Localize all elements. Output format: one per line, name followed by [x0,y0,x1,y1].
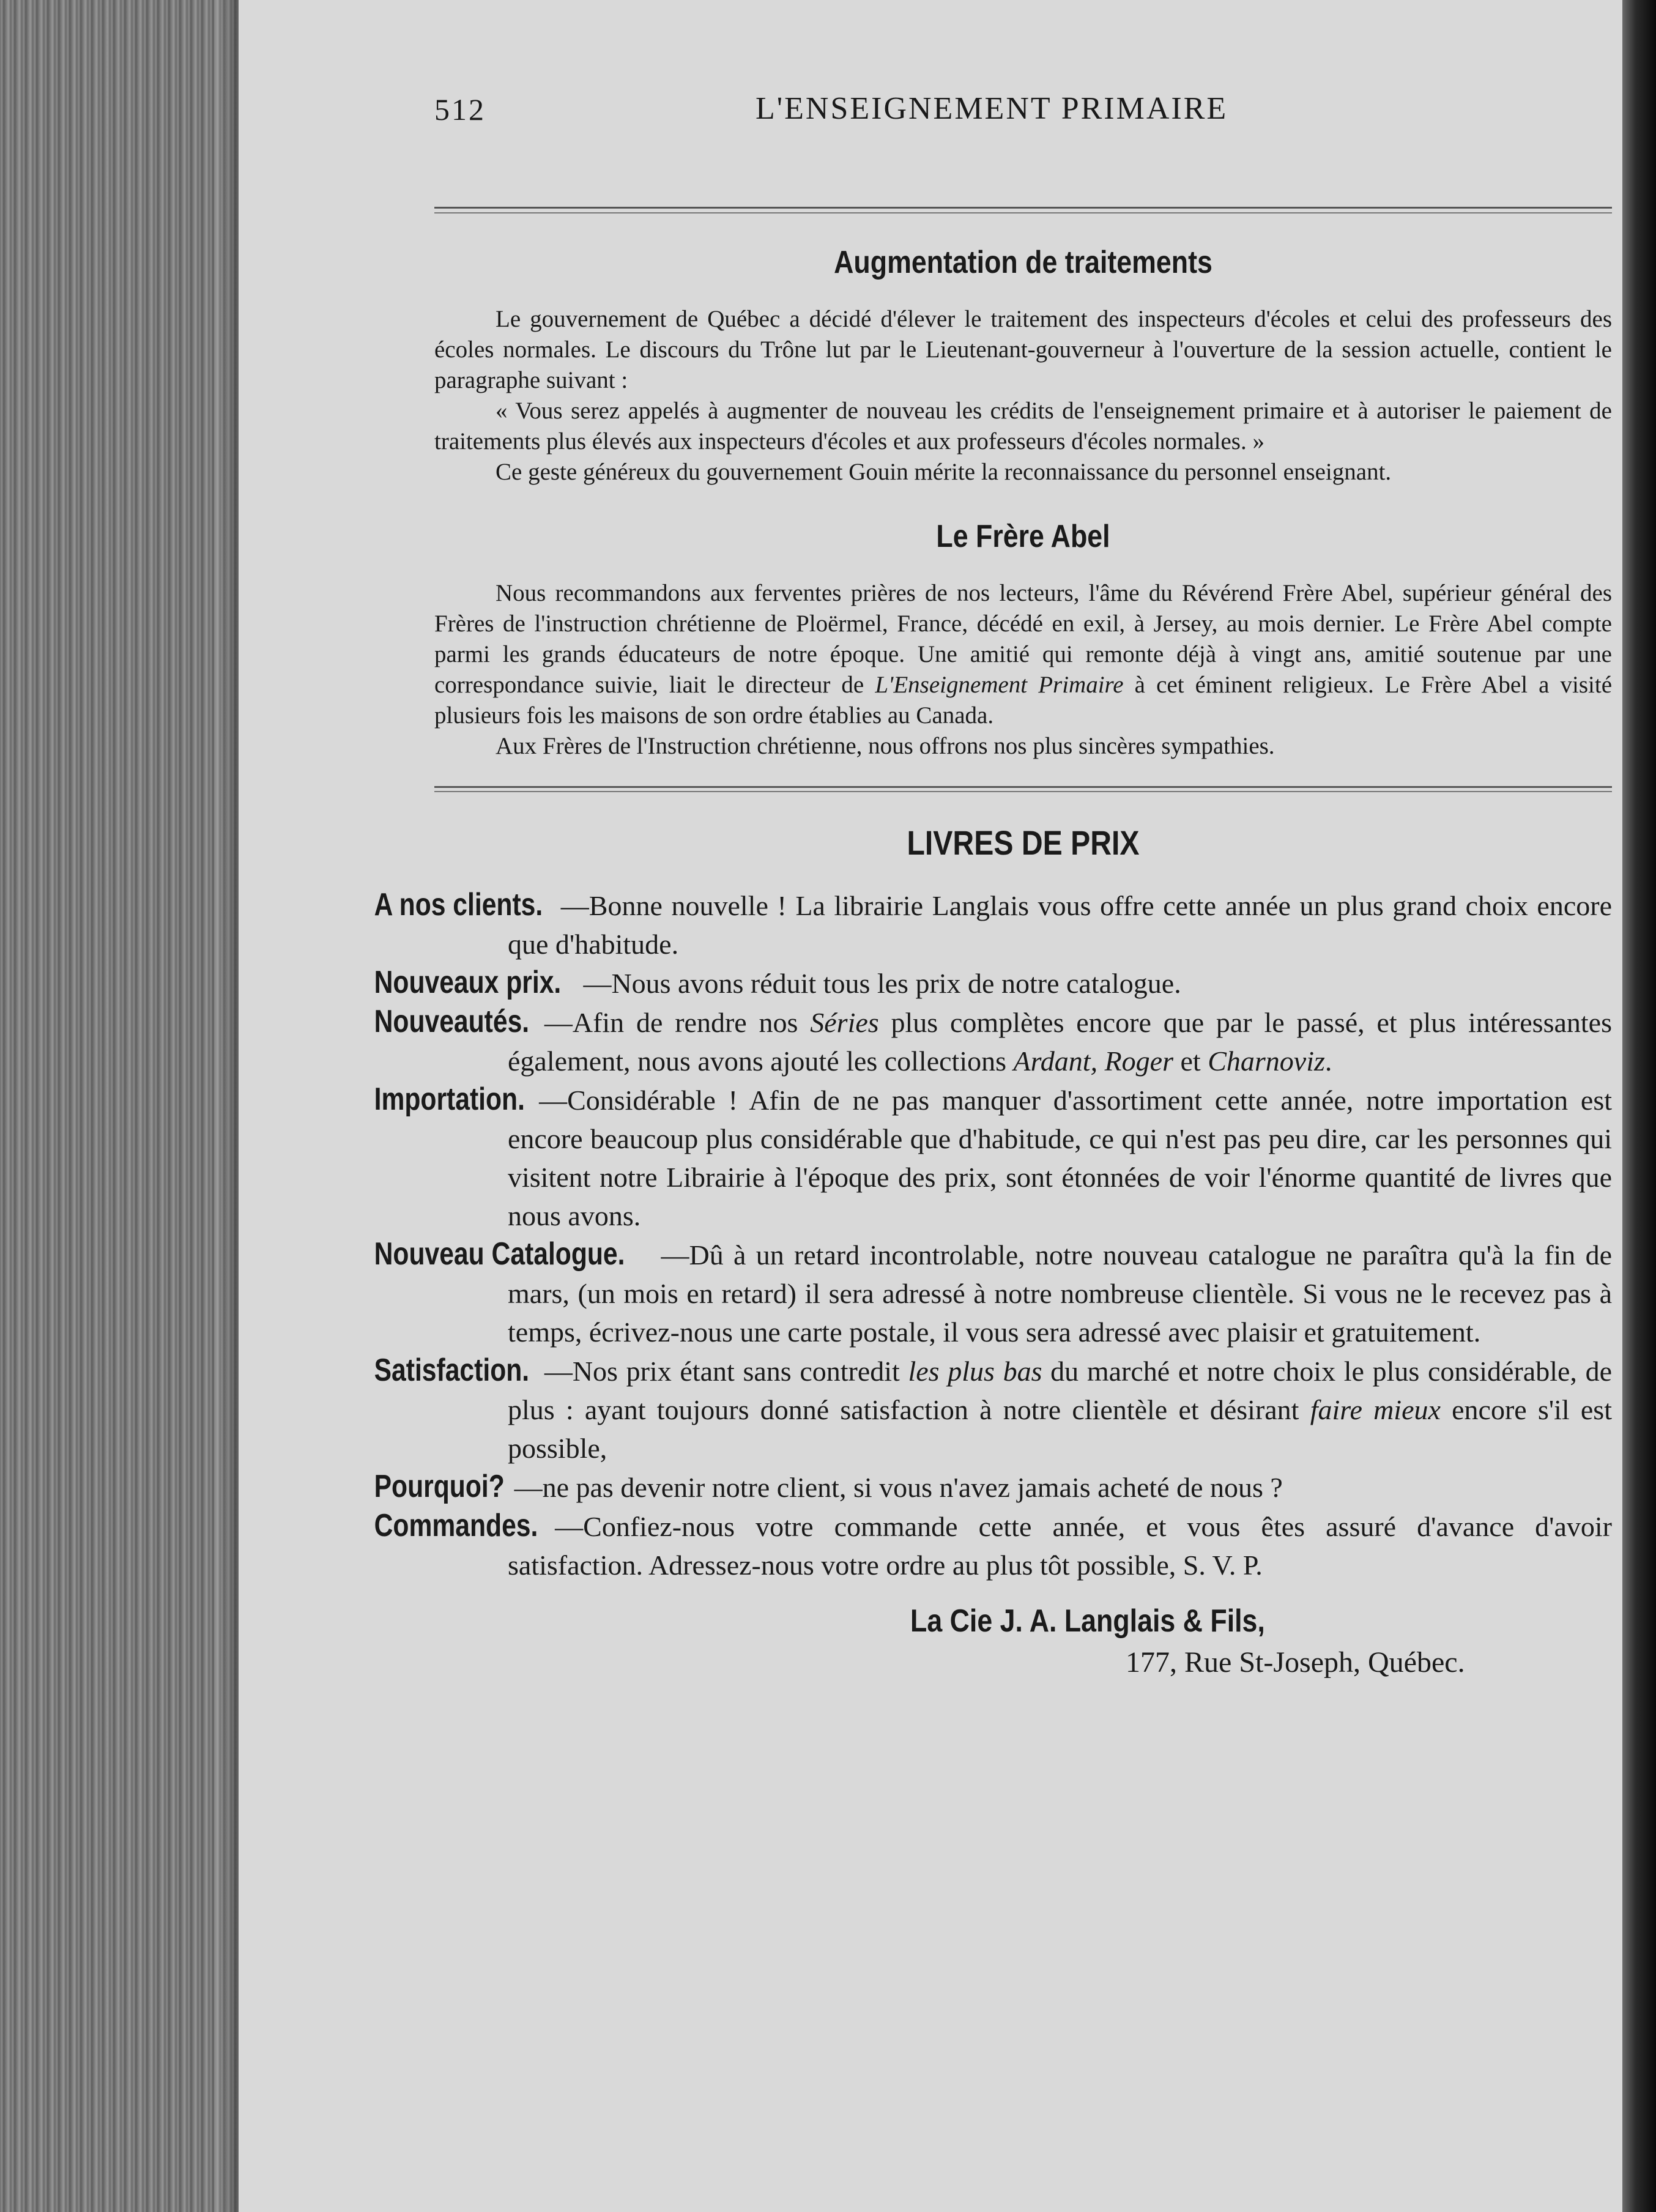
signature: La Cie J. A. Langlais & Fils, [910,1603,1265,1639]
entry-a-nos-clients [374,886,1612,963]
entry-italic: les plus bas [908,1356,1042,1387]
page-number: 512 [434,92,486,127]
paragraph-text: à cet éminent religieux. Le Frère Abel a visité plusieurs fois les maisons de son ordre établies au Canada. [434,672,1613,729]
address: 177, Rue St-Joseph, Québec. [1126,1646,1465,1679]
advertisement-entries [374,886,1613,1584]
entry-term: Importation. [374,1082,525,1117]
entry-text: —Dû à un retard incontrolable, notre nouveau catalogue ne paraîtra qu'à la fin de mars, (un mois en retard) il sera adressé à notre nombreuse clientèle. Si vous ne le recevez pas à temps, écrivez-nous une carte postale, il vous sera adressé avec plaisir et gratuitement. [508,1239,1612,1348]
entry-nouveaux-prix [374,963,1612,1003]
entry-pourquoi [374,1468,1612,1507]
header-rule [434,207,1612,213]
entry-term: Satisfaction. [374,1353,530,1388]
page-shadow [1622,0,1656,2212]
entry-italic: faire mieux [1310,1394,1441,1425]
paragraph-text: Nous recommandons aux ferventes prières de nos lecteurs, l'âme du Révérend Frère Abel, supérieur général des Frères de l'instruction chrétienne de Ploërmel, France, décédé en exil, à Jersey, au mois dernier. Le Frère Abel compte parmi les grands éducateurs de notre époque. Une amitié qui remonte déjà à vingt ans, amitié soutenue par une correspondance suivie, liait le directeur de [434,580,1612,698]
paragraph: Ce geste généreux du gouvernement Gouin mérite la reconnaissance du personnel enseignant. [496,459,1392,485]
section-rule [434,786,1612,792]
running-head [434,86,1612,135]
entry-commandes [374,1507,1612,1584]
page-content [374,86,1613,1679]
entry-satisfaction [374,1351,1612,1468]
entry-importation [374,1080,1612,1235]
journal-title: L'Enseignement Primaire [875,672,1124,698]
entry-text: plus complètes encore que par le passé, et plus intéressantes également, nous avons ajouté les collections [508,1007,1613,1077]
entry-nouveau-catalogue [374,1235,1612,1351]
paragraph: Aux Frères de l'Instruction chrétienne, nous offrons nos plus sincères sympathies. [496,733,1275,759]
entry-italic: Séries [810,1007,879,1038]
entry-text: —Nos prix étant sans contredit [544,1356,908,1387]
paragraph: Le gouvernement de Québec a décidé d'élever le traitement des inspecteurs d'écoles et celui des professeurs des écoles normales. Le discours du Trône lut par le Lieutenant-gouverneur à l'ouverture de la session actuelle, contient le paragraphe suivant : [434,306,1612,393]
entry-term: Nouveau Catalogue. [374,1236,625,1272]
entry-text: —ne pas devenir notre client, si vous n'avez jamais acheté de nous ? [514,1472,1283,1503]
entry-text: —Bonne nouvelle ! La librairie Langlais vous offre cette année un plus grand choix encore que d'habitude. [508,890,1612,960]
entry-nouveautes [374,1003,1613,1080]
entry-text: et [1173,1045,1208,1077]
entry-term: Nouveaux prix. [374,965,562,1000]
entry-italic: Charnoviz [1208,1045,1325,1077]
running-title: L'ENSEIGNEMENT PRIMAIRE [756,91,1228,126]
paragraph [434,578,1612,731]
quote-paragraph: « Vous serez appelés à augmenter de nouveau les crédits de l'enseignement primaire et à autoriser le paiement de traitements plus élevés aux inspecteurs d'écoles et aux professeurs d'écoles normales. » [434,398,1612,455]
entry-text: —Confiez-nous votre commande cette année, et vous êtes assuré d'avance d'avoir satisfaction. Adressez-nous votre ordre au plus tôt possible, S. V. P. [508,1511,1612,1581]
entry-term: A nos clients. [374,887,543,922]
entry-text: . [1324,1045,1332,1077]
entry-term: Commandes. [374,1508,538,1543]
entry-text: —Afin de rendre nos [544,1007,811,1038]
entry-text: —Nous avons réduit tous les prix de notre catalogue. [583,968,1181,999]
section-heading-livres-de-prix: LIVRES DE PRIX [907,823,1140,862]
entry-text: —Considérable ! Afin de ne pas manquer d'assortiment cette année, notre importation est encore beaucoup plus considérable que d'habitude, ce qui n'est pas peu dire, car les personnes qui visitent notre Librairie à l'époque des prix, sont étonnées de voir l'énorme quantité de livres que nous avons. [508,1085,1612,1231]
entry-text: du marché et notre choix le plus considérable, de plus : ayant toujours donné satisfaction à notre clientèle et désirant [508,1356,1612,1425]
entry-term: Pourquoi? [374,1469,505,1504]
section-heading-traitements: Augmentation de traitements [834,245,1212,280]
book-edge [0,0,239,2212]
entry-term: Nouveautés. [374,1004,530,1039]
entry-text: encore s'il est possible, [508,1394,1612,1464]
section-heading-frere-abel: Le Frère Abel [936,519,1110,554]
entry-italic: Ardant, Roger [1013,1045,1173,1077]
